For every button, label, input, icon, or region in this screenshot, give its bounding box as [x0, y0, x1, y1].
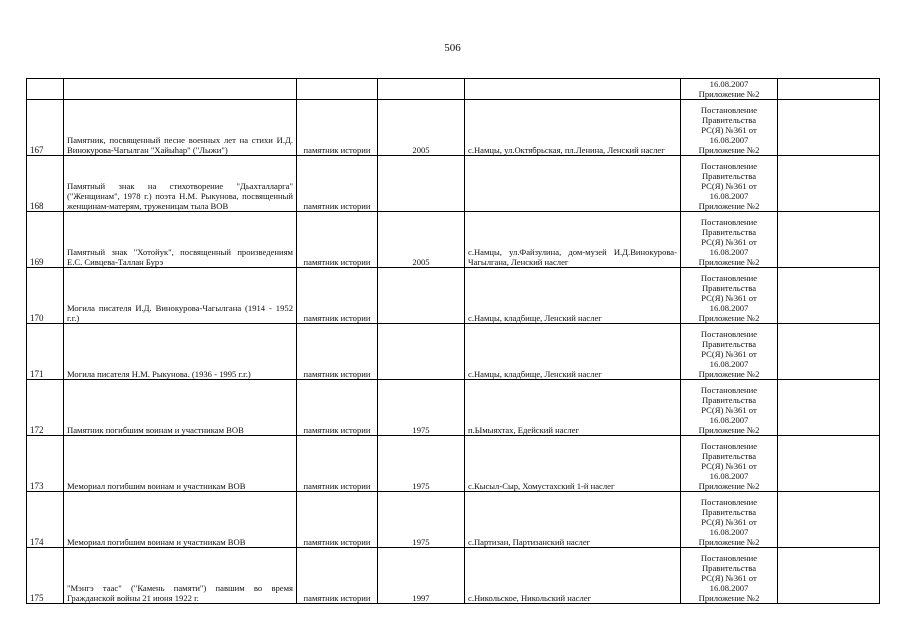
table-row — [27, 156, 880, 212]
document-line: Постановление — [700, 273, 758, 283]
cell-name — [64, 79, 297, 100]
document-line: Правительства — [701, 451, 757, 461]
cell-num: 167 — [27, 100, 64, 156]
cell-extra — [778, 324, 880, 380]
monuments-table — [26, 78, 880, 604]
cell-document — [681, 100, 778, 156]
document-line: Приложение №2 — [698, 593, 760, 603]
cell-num — [27, 79, 64, 100]
cell-extra — [778, 436, 880, 492]
document-line: РС(Я) №361 от — [701, 125, 757, 135]
cell-name: Мемориал погибшим воинам и участникам ВОВ — [64, 436, 297, 492]
cell-year — [378, 156, 465, 212]
monuments-table-body — [27, 79, 880, 604]
document-line: Постановление — [700, 329, 758, 339]
cell-address — [465, 156, 681, 212]
document-line: РС(Я) №361 от — [701, 461, 757, 471]
cell-extra — [778, 548, 880, 604]
document-line: Правительства — [701, 563, 757, 573]
cell-num: 168 — [27, 156, 64, 212]
document-line: Правительства — [701, 171, 757, 181]
table-row — [27, 100, 880, 156]
cell-address: п.Ымыяхтах, Едейский наслег — [465, 380, 681, 436]
cell-address — [465, 79, 681, 100]
cell-name: Памятный знак на стихотворение "Дьахталларга" ("Женщинам", 1978 г.) поэта Н.М. Рыкунова, посвященный женщинам-матерям, труженицам тыла ВОВ — [64, 156, 297, 212]
cell-document — [681, 156, 778, 212]
document-line: Приложение №2 — [698, 313, 760, 323]
document-line: 16.08.2007 — [709, 247, 749, 257]
cell-category: памятник истории — [297, 436, 378, 492]
cell-name: Мемориал погибшим воинам и участникам ВОВ — [64, 492, 297, 548]
document-line: РС(Я) №361 от — [701, 293, 757, 303]
cell-address: с.Никольское, Никольский наслег — [465, 548, 681, 604]
document-line: РС(Я) №361 от — [701, 237, 757, 247]
document-line: 16.08.2007 — [709, 359, 749, 369]
cell-category: памятник истории — [297, 100, 378, 156]
cell-category: памятник истории — [297, 492, 378, 548]
document-line: Приложение №2 — [698, 257, 760, 267]
cell-document — [681, 268, 778, 324]
document-line: РС(Я) №361 от — [701, 349, 757, 359]
cell-address: с.Намцы, кладбище, Ленский наслег — [465, 268, 681, 324]
cell-extra — [778, 212, 880, 268]
document-line: Постановление — [700, 497, 758, 507]
cell-extra — [778, 156, 880, 212]
cell-extra — [778, 492, 880, 548]
document-line: 16.08.2007 — [709, 583, 749, 593]
document-line: Приложение №2 — [698, 369, 760, 379]
table-row — [27, 548, 880, 604]
document-line: 16.08.2007 — [709, 191, 749, 201]
document-line: 16.08.2007 — [709, 527, 749, 537]
cell-address: с.Намцы, ул.Октябрьская, пл.Ленина, Ленский наслег — [465, 100, 681, 156]
document-line: Приложение №2 — [698, 89, 760, 99]
cell-year: 1975 — [378, 436, 465, 492]
cell-year: 2005 — [378, 100, 465, 156]
document-line: 16.08.2007 — [709, 135, 749, 145]
cell-name: Памятник погибшим воинам и участникам ВОВ — [64, 380, 297, 436]
cell-document — [681, 380, 778, 436]
cell-document — [681, 79, 778, 100]
cell-name: Могила писателя Н.М. Рыкунова. (1936 - 1995 г.г.) — [64, 324, 297, 380]
cell-document — [681, 548, 778, 604]
document-line: Правительства — [701, 227, 757, 237]
document-line: 16.08.2007 — [709, 79, 749, 89]
document-line: Приложение №2 — [698, 537, 760, 547]
cell-num: 170 — [27, 268, 64, 324]
cell-num: 174 — [27, 492, 64, 548]
document-line: РС(Я) №361 от — [701, 405, 757, 415]
cell-year: 1997 — [378, 548, 465, 604]
document-line: Приложение №2 — [698, 481, 760, 491]
document-line: Правительства — [701, 339, 757, 349]
document-line: Правительства — [701, 115, 757, 125]
cell-num: 169 — [27, 212, 64, 268]
cell-extra — [778, 268, 880, 324]
cell-num: 172 — [27, 380, 64, 436]
cell-address: с.Партизан, Партизанский наслег — [465, 492, 681, 548]
document-line: 16.08.2007 — [709, 303, 749, 313]
cell-year: 1975 — [378, 492, 465, 548]
page-number: 506 — [444, 42, 461, 54]
document-line: Постановление — [700, 105, 758, 115]
table-row-continuation — [27, 79, 880, 100]
cell-document — [681, 492, 778, 548]
cell-category — [297, 79, 378, 100]
cell-category: памятник истории — [297, 212, 378, 268]
cell-address: с.Намцы, кладбище, Ленский наслег — [465, 324, 681, 380]
cell-name: Памятник, посвященный песне военных лет на стихи И.Д. Винокурова-Чагылган "Хайыһар" ("Лыжи") — [64, 100, 297, 156]
cell-num: 171 — [27, 324, 64, 380]
document-line: Приложение №2 — [698, 425, 760, 435]
cell-category: памятник истории — [297, 324, 378, 380]
document-line: Приложение №2 — [698, 145, 760, 155]
cell-document — [681, 436, 778, 492]
table-row — [27, 324, 880, 380]
table-row — [27, 212, 880, 268]
document-line: 16.08.2007 — [709, 471, 749, 481]
cell-address: с.Намцы, ул.Файзулина, дом-музей И.Д.Винокурова-Чагылгана, Ленский наслег — [465, 212, 681, 268]
cell-address: с.Кысыл-Сыр, Хомустахский 1-й наслег — [465, 436, 681, 492]
document-line: 16.08.2007 — [709, 415, 749, 425]
document-line: Правительства — [701, 283, 757, 293]
cell-category: памятник истории — [297, 548, 378, 604]
document-line: Постановление — [700, 385, 758, 395]
document-line: РС(Я) №361 от — [701, 573, 757, 583]
cell-num: 173 — [27, 436, 64, 492]
document-line: Постановление — [700, 217, 758, 227]
cell-num: 175 — [27, 548, 64, 604]
cell-extra — [778, 380, 880, 436]
cell-category: памятник истории — [297, 268, 378, 324]
cell-category: памятник истории — [297, 380, 378, 436]
document-line: Правительства — [701, 507, 757, 517]
cell-name: "Мэнгэ таас" ("Камень памяти") павшим во время Гражданской войны 21 июня 1922 г. — [64, 548, 297, 604]
cell-document — [681, 212, 778, 268]
cell-year — [378, 268, 465, 324]
document-line: РС(Я) №361 от — [701, 181, 757, 191]
table-row — [27, 380, 880, 436]
cell-name: Могила писателя И.Д. Винокурова-Чагылгана (1914 - 1952 г.г.) — [64, 268, 297, 324]
table-row — [27, 268, 880, 324]
document-line: Постановление — [700, 441, 758, 451]
cell-year — [378, 79, 465, 100]
cell-extra — [778, 79, 880, 100]
table-row — [27, 492, 880, 548]
cell-year: 2005 — [378, 212, 465, 268]
cell-document — [681, 324, 778, 380]
document-line: Постановление — [700, 161, 758, 171]
cell-year — [378, 324, 465, 380]
document-line: Приложение №2 — [698, 201, 760, 211]
cell-extra — [778, 100, 880, 156]
document-line: РС(Я) №361 от — [701, 517, 757, 527]
document-line: Правительства — [701, 395, 757, 405]
cell-name: Памятный знак "Хотойук", посвященный произведениям Е.С. Сивцева-Таллан Бурэ — [64, 212, 297, 268]
cell-year: 1975 — [378, 380, 465, 436]
cell-category: памятник истории — [297, 156, 378, 212]
document-line: Постановление — [700, 553, 758, 563]
table-row — [27, 436, 880, 492]
